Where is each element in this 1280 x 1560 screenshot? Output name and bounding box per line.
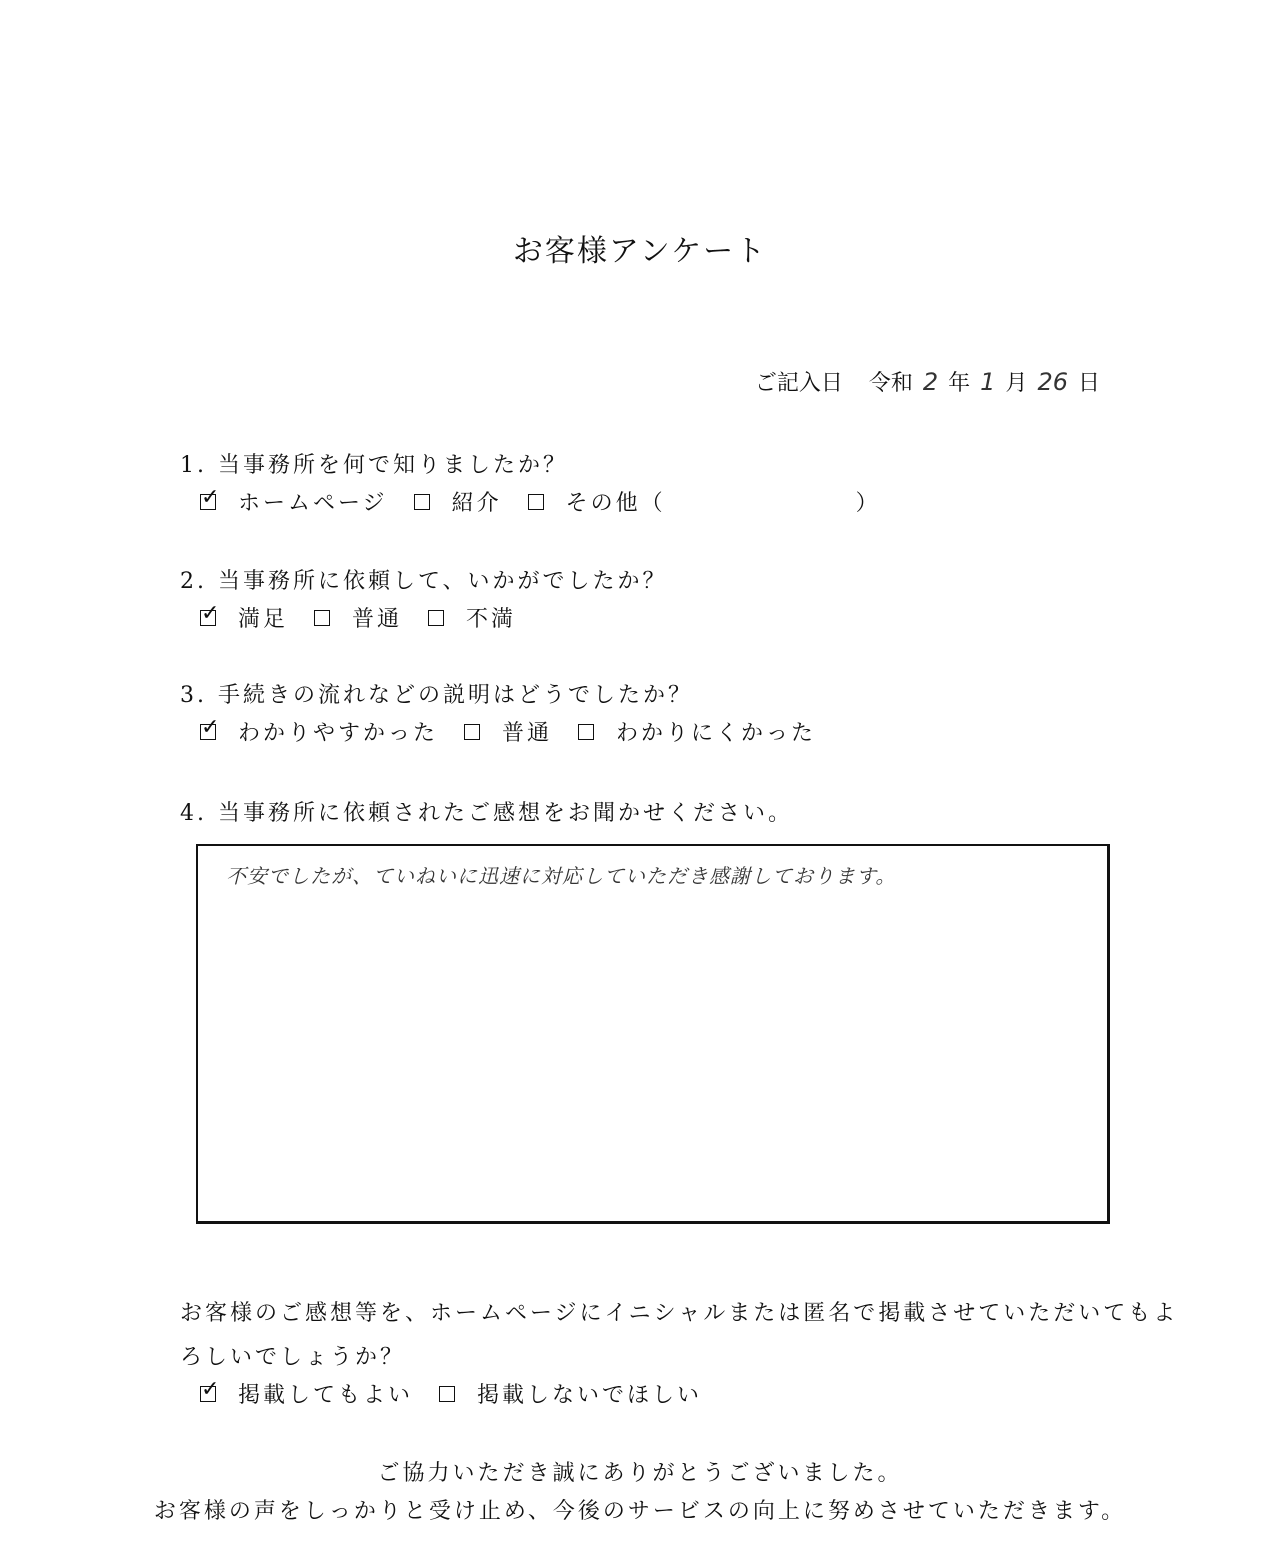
checkbox-publish-no[interactable] [439,1386,455,1402]
option-label: その他（ [565,491,666,516]
date-year-unit: 年 [948,371,971,396]
question-text: 当事務所に依頼して、いかがでしたか？ [218,569,668,594]
date-month: 1 [980,368,996,396]
question-1-options [200,486,907,517]
date-year: 2 [922,368,939,396]
option-label: 紹介 [451,491,502,516]
question-3-options [200,716,842,747]
thanks-line1: ご協力いただき誠にありがとうございました。 [377,1461,903,1486]
question-text: 手続きの流れなどの説明はどうでしたか？ [218,683,694,708]
option-label: 普通 [502,721,553,746]
date-day: 26 [1037,368,1068,396]
option-normal-2[interactable] [464,716,552,747]
question-text: 当事務所に依頼されたご感想をお聞かせください。 [218,801,794,826]
check-icon: ✓ [201,600,223,626]
option-label: 不満 [466,607,517,632]
checkbox-dissatisfied[interactable] [428,610,444,626]
question-2-options [200,602,542,633]
question-1 [180,448,568,479]
checkbox-easy[interactable] [200,714,223,740]
option-label: 普通 [352,607,403,632]
date-era: 令和 [868,371,913,396]
page-title: お客様アンケート [512,234,768,269]
option-publish-no[interactable] [439,1378,702,1409]
question-4 [180,796,793,827]
date-month-unit: 月 [1005,371,1028,396]
option-hard[interactable] [578,716,816,747]
date-label: ご記入日 [754,371,843,396]
question-2 [180,564,668,595]
option-publish-ok[interactable] [200,1378,413,1409]
other-close-paren: ） [855,491,881,516]
option-other[interactable] [528,486,881,517]
thanks-line2: お客様の声をしっかりと受け止め、今後のサービスの向上に努めさせていただきます。 [153,1499,1127,1524]
question-text: 当事務所を何で知りましたか？ [218,453,569,478]
entry-date [755,366,1100,397]
question-number: 1. [180,453,207,478]
question-3 [180,678,693,709]
checkbox-normal-2[interactable] [464,724,480,740]
option-normal[interactable] [314,602,402,633]
option-referral[interactable] [414,486,502,517]
question-number: 4. [180,801,207,826]
checkbox-hard[interactable] [578,724,594,740]
option-easy[interactable] [200,716,438,747]
checkbox-satisfied[interactable] [200,600,223,626]
option-label: わかりにくかった [616,721,817,746]
checkbox-other[interactable] [528,494,544,510]
check-icon: ✓ [201,484,223,510]
checkbox-normal[interactable] [314,610,330,626]
publish-question-line2: ろしいでしょうか？ [180,1345,406,1370]
option-label: わかりやすかった [238,721,439,746]
check-icon: ✓ [201,714,223,740]
option-label: 満足 [238,607,289,632]
publish-question-line1: お客様のご感想等を、ホームページにイニシャルまたは匿名で掲載させていただいてもよ [180,1301,1179,1326]
publish-options [200,1378,728,1409]
check-icon: ✓ [201,1376,223,1402]
checkbox-referral[interactable] [414,494,430,510]
checkbox-homepage[interactable] [200,484,223,510]
question-number: 3. [180,683,207,708]
checkbox-publish-ok[interactable] [200,1376,223,1402]
option-label: ホームページ [238,491,388,516]
question-number: 2. [180,569,207,594]
date-day-unit: 日 [1077,371,1100,396]
option-homepage[interactable] [200,486,388,517]
option-label: 掲載しないでほしい [477,1383,703,1408]
option-satisfied[interactable] [200,602,288,633]
handwritten-answer: 不安でしたが、ていねいに迅速に対応していただき感謝しております。 [226,864,897,888]
option-label: 掲載してもよい [238,1383,414,1408]
option-dissatisfied[interactable] [428,602,516,633]
impression-textarea[interactable] [196,844,1110,1224]
